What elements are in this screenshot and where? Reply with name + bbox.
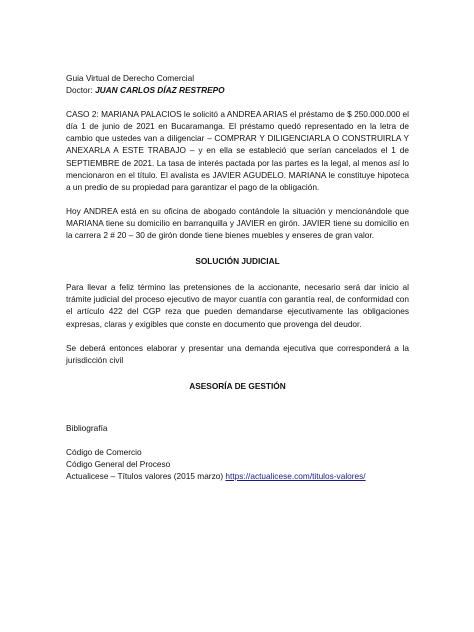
bibliography-item-web (66, 470, 409, 482)
solution-heading: SOLUCIÓN JUDICIAL (195, 256, 280, 267)
doctor-label: Doctor: (66, 85, 93, 96)
case-text-1: MARIANA PALACIOS le solicitó a ANDREA ARIAS el préstamo de $ 250.000.000 el día 1 de junio de 2021 en Bucaramanga. El préstamo quedó representado en la letra de cambio que ustedes van a diligenciar – COMPRAR Y DILIGENCIARLA O CONSTRUIRLA Y ANEXARLA A ESTE TRABAJO – y en ella se estableció que serían cancelados el 1 de SEPTIEMBRE de 2021. La tasa de interés pactada por las partes es la legal, al menos así lo mencionaron en el título. El avalista es JAVIER AGUDELO. MARIANA le constituye hipoteca a un predio de su propiedad para garantizar el pago de la obligación. (66, 109, 409, 192)
case-paragraph-1 (66, 108, 409, 193)
doctor-line (66, 84, 409, 96)
bibliography-heading: Bibliografía (66, 422, 108, 433)
document-page (66, 72, 409, 482)
bibliography-web-text: Actualicese – Títulos valores (2015 marzo) (66, 471, 224, 482)
solution-paragraph-1: Para llevar a feliz término las pretensiones de la accionante, necesario será dar inicio al trámite judicial del proceso ejecutivo de mayor cuantía con garantía real, de conformidad con el artículo 422 del CGP reza que pueden demandarse ejecutivamente las obligaciones expresas, claras y exigibles que conste en documento que provenga del deudor. (66, 282, 409, 329)
solution-paragraph-2: Se deberá entonces elaborar y presentar una demanda ejecutiva que corresponderá a la jurisdicción civil (66, 342, 409, 365)
case-label: CASO 2: (66, 109, 99, 120)
bibliography-item-process-code: Código General del Proceso (66, 459, 171, 470)
doctor-name: JUAN CARLOS DÍAZ RESTREPO (95, 85, 225, 96)
guide-title: Guia Virtual de Derecho Comercial (66, 73, 195, 83)
bibliography-link[interactable]: https://actualicese.com/titulos-valores/ (225, 471, 366, 482)
case-paragraph-2: Hoy ANDREA está en su oficina de abogado contándole la situación y mencionándole que MARIANA tiene su domicilio en barranquilla y JAVIER en girón. JAVIER tiene su domicilio en la carrera 2 # 20 – 30 de girón donde tiene bienes muebles y enseres de gran valor. (66, 205, 409, 241)
bibliography-item-commerce-code: Código de Comercio (66, 446, 142, 457)
advisory-heading: ASESORÍA DE GESTIÓN (189, 380, 286, 391)
